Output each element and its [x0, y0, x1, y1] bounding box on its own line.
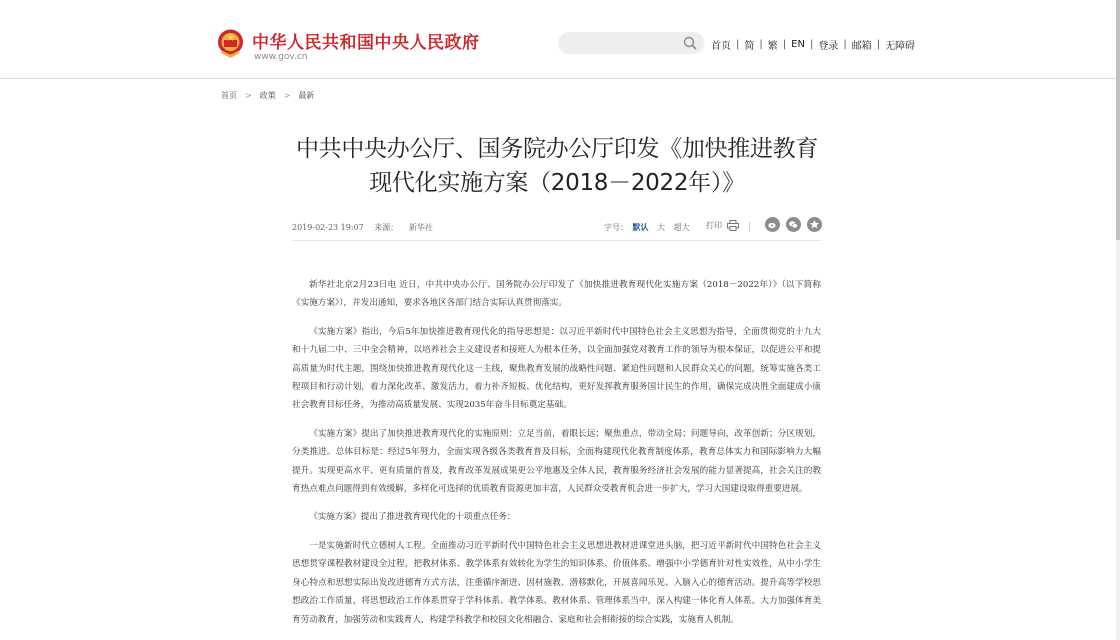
scrollbar-thumb[interactable] [1116, 0, 1120, 240]
article-meta [292, 222, 433, 233]
article-paragraph: 《实施方案》提出了加快推进教育现代化的实施原则：立足当前，着眼长远；聚焦重点，带动全局；问题导向，改革创新；分区规划，分类推进。总体目标是：经过5年努力，全面实现各级各类教育普及目标，全面构建现代化教育制度体系，教育总体实力和国际影响力大幅提升。实现更高水平、更有质量的普及，教育改革发展成果更公平地惠及全体人民，教育服务经济社会发展的能力显著提高，社会关注的教育热点难点问题得到有效缓解，多样化可选择的优质教育资源更加丰富，人民群众受教育机会进一步扩大，学习大国建设取得重要进展。 [292, 428, 821, 495]
article-body [292, 276, 821, 639]
nav-separator: | [809, 38, 814, 50]
breadcrumb-home[interactable]: 首页 [221, 91, 237, 100]
article-paragraph: 一是实施新时代立德树人工程。全面推动习近平新时代中国特色社会主义思想进教材进课堂进头脑，把习近平新时代中国特色社会主义思想贯穿课程教材建设全过程，把教材体系、教学体系有效转化为学生的知识体系、价值体系。增强中小学德育针对性实效性，从中小学生身心特点和思想实际出发改进德育方式方法，注重循序渐进、因材施教、潜移默化，开展喜闻乐见、入脑入心的德育活动。提升高等学校思想政治工作质量，将思想政治工作体系贯穿于学科体系、教学体系、教材体系、管理体系当中，深入构建一体化育人体系。大力加强体育美育劳动教育，加强劳动和实践育人，构建学科教学和校园文化相融合、家庭和社会相衔接的综合实践，实施育人机制。 [292, 540, 821, 625]
nav-home[interactable]: 首页 [711, 40, 731, 52]
nav-traditional[interactable]: 繁 [767, 40, 778, 52]
search-icon[interactable] [683, 36, 697, 50]
source-label: 来源： [374, 223, 399, 232]
nav-english[interactable]: EN [791, 38, 805, 50]
print-button[interactable] [706, 220, 739, 231]
site-title[interactable]: 中华人民共和国中央人民政府 [252, 33, 480, 53]
nav-mailbox[interactable]: 邮箱 [851, 40, 872, 52]
wechat-share-icon[interactable] [786, 217, 801, 232]
page-scrollbar[interactable] [1116, 0, 1120, 640]
font-size-large[interactable]: 大 [657, 223, 666, 232]
breadcrumb-latest[interactable]: 最新 [298, 91, 315, 100]
search-input[interactable] [558, 32, 704, 54]
nav-login[interactable]: 登录 [818, 40, 839, 52]
breadcrumb-chevron-icon: > [283, 91, 291, 100]
site-header [0, 0, 1116, 79]
font-size-label: 字号： [604, 223, 628, 232]
meta-divider-line [292, 240, 821, 241]
meta-divider [749, 222, 750, 232]
font-size-extra-large[interactable]: 超大 [673, 223, 690, 232]
article-paragraph: 《实施方案》提出了推进教育现代化的十项重点任务： [309, 512, 516, 523]
nav-separator: | [736, 38, 740, 50]
favorite-share-icon[interactable] [807, 217, 822, 232]
font-size-default[interactable]: 默认 [632, 222, 649, 232]
breadcrumb-chevron-icon: > [245, 91, 252, 100]
nav-separator: | [843, 38, 847, 50]
site-domain: www.gov.cn [254, 52, 308, 62]
nav-separator: | [876, 38, 881, 50]
print-label: 打印 [706, 221, 722, 230]
printer-icon [727, 220, 739, 231]
article-title: 中共中央办公厅、国务院办公厅印发《加快推进教育现代化实施方案（2018－2022年）》 [295, 136, 819, 196]
article-paragraph: 《实施方案》指出，今后5年加快推进教育现代化的指导思想是：以习近平新时代中国特色社会主义思想为指导，全面贯彻党的十九大和十九届二中、三中全会精神，以培养社会主义建设者和接班人为根本任务，以全面加强党对教育工作的领导为根本保证，以促进公平和提高质量为时代主题，围绕加快推进教育现代化这一主线，聚焦教育发展的战略性问题、紧迫性问题和人民群众关心的问题，统筹实施各类工程项目和行动计划，着力深化改革、激发活力，着力补齐短板、优化结构，更好发挥教育服务国计民生的作用，确保完成决胜全面建成小康社会教育目标任务，为推动高质量发展、实现2035年奋斗目标奠定基础。 [292, 326, 821, 411]
nav-separator: | [759, 38, 763, 50]
breadcrumb [221, 90, 314, 101]
article-paragraph: 新华社北京2月23日电 近日，中共中央办公厅、国务院办公厅印发了《加快推进教育现代化实施方案（2018－2022年）》（以下简称《实施方案》），并发出通知，要求各地区各部门结合实际认真贯彻落实。 [292, 280, 821, 309]
publish-date: 2019-02-23 19:07 [292, 223, 364, 232]
nav-simplified[interactable]: 简 [744, 40, 755, 52]
nav-separator: | [782, 38, 787, 50]
top-nav [711, 37, 915, 51]
national-emblem-icon[interactable] [217, 27, 244, 60]
breadcrumb-policy[interactable]: 政策 [259, 91, 276, 100]
source-name: 新华社 [408, 223, 433, 232]
weibo-share-icon[interactable] [765, 217, 780, 232]
font-size-switcher [604, 222, 690, 233]
nav-accessibility[interactable]: 无障碍 [885, 40, 916, 52]
